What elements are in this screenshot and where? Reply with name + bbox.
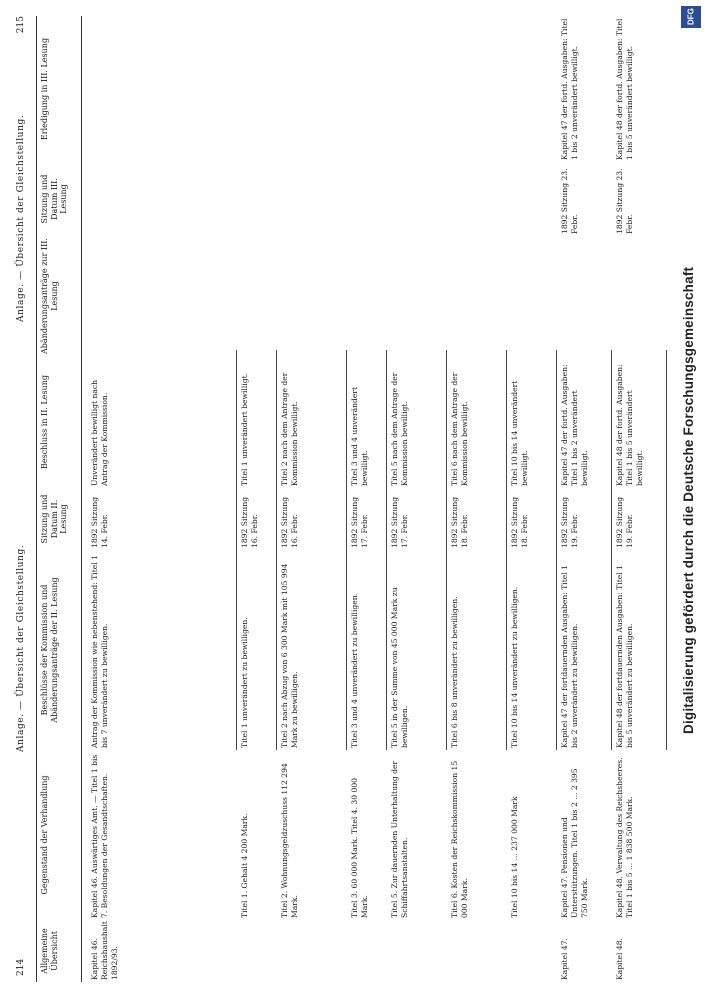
running-title-left: Anlage. — Übersicht der Gleichstellung. bbox=[16, 544, 26, 752]
row-cell-b: Titel 3. 60 000 Mark. Titel 4. 30 000 Mark. bbox=[350, 778, 369, 918]
row-cell-b: Titel 6. Kosten der Reichskommission 15 000 Mark. bbox=[450, 760, 469, 918]
row-cell-b: Titel 1. Gehalt 4 200 Mark. bbox=[240, 813, 249, 918]
table-row bbox=[390, 12, 450, 982]
column-header-session-3: Sitzung und Datum III. Lesung bbox=[36, 162, 82, 236]
row-cell-e: Kapitel 48 der fortd. Ausgaben: Titel 1 bis 5 unverändert bewilligt. bbox=[615, 364, 644, 486]
row-cell-b: Kapitel 46. Auswärtiges Amt. — Titel 1 bis 7. Besoldungen der Gesandtschaften. bbox=[90, 754, 109, 918]
table-row bbox=[510, 12, 560, 982]
row-cell-e: Titel 1 unverändert bewilligt. bbox=[240, 372, 249, 486]
table-row bbox=[560, 12, 615, 982]
scanned-page bbox=[8, 12, 668, 982]
column-header-session-2: Sitzung und Datum II. Lesung bbox=[36, 488, 82, 550]
row-cell-c: Titel 5 in der Summe von 45 000 Mark zu bewilligen. bbox=[390, 587, 409, 748]
row-cell-d: 1892 Sitzung 17. Febr. bbox=[350, 496, 369, 548]
row-cell-e: Kapitel 47 der fortd. Ausgaben: Titel 1 bis 2 unverändert bewilligt. bbox=[560, 364, 589, 486]
row-cell-b: Titel 5. Zur dauernden Unterhaltung der Schiffahrtsanstalten. bbox=[390, 760, 409, 918]
row-cell-a: Kapitel 47. bbox=[560, 938, 569, 980]
dfg-banner bbox=[677, 0, 705, 1000]
column-header-subject: Gegenstand der Verhandlung bbox=[36, 750, 82, 920]
table-row bbox=[280, 12, 350, 982]
running-head bbox=[16, 12, 30, 982]
dfg-banner-text: Digitalisierung gefördert durch die Deutsche Forschungsgemeinschaft bbox=[681, 266, 696, 734]
row-cell-e: Unverändert bewilligt nach Antrag der Kommission. bbox=[90, 379, 109, 486]
row-cell-d: 1892 Sitzung 17. Febr. bbox=[390, 496, 409, 548]
row-divider bbox=[346, 350, 347, 750]
column-header-resolution-2: Beschluss in II. Lesung bbox=[36, 356, 82, 488]
row-cell-g: 1892 Sitzung 23. Febr. bbox=[560, 168, 579, 234]
column-header-amendments-3: Abänderungsanträge zur III. Lesung bbox=[36, 236, 82, 356]
rotated-content bbox=[8, 12, 668, 982]
row-cell-c: Titel 1 unverändert zu bewilligen. bbox=[240, 617, 249, 748]
row-cell-h: Kapitel 47 der fortd. Ausgaben: Titel 1 bis 2 unverändert bewilligt. bbox=[560, 18, 579, 160]
row-cell-c: Antrag der Kommission wie nebenstehend: Titel 1 bis 7 unverändert zu bewilligen. bbox=[90, 555, 109, 748]
running-title-right: Anlage. — Übersicht der Gleichstellung. bbox=[16, 114, 26, 322]
row-cell-d: 1892 Sitzung 16. Febr. bbox=[280, 496, 299, 548]
table-row bbox=[240, 12, 280, 982]
column-header-overview: Allgemeine Übersicht bbox=[36, 920, 82, 982]
table-row bbox=[90, 12, 240, 982]
table-row bbox=[450, 12, 510, 982]
row-cell-b: Titel 10 bis 14 ... 237 000 Mark bbox=[510, 796, 519, 918]
row-cell-e: Titel 3 und 4 unverändert bewilligt. bbox=[350, 386, 369, 486]
row-cell-c: Kapitel 48 der fortdauernden Ausgaben: Titel 1 bis 5 unverändert zu bewilligen. bbox=[615, 565, 634, 748]
row-cell-e: Titel 5 nach dem Antrage der Kommission bewilligt. bbox=[390, 372, 409, 486]
row-cell-e: Titel 10 bis 14 unverändert bewilligt. bbox=[510, 380, 529, 486]
row-divider bbox=[666, 350, 667, 750]
row-cell-d: 1892 Sitzung 19. Febr. bbox=[560, 496, 579, 548]
row-divider bbox=[276, 350, 277, 750]
row-divider bbox=[611, 350, 612, 750]
row-cell-c: Titel 3 und 4 unverändert zu bewilligen. bbox=[350, 592, 359, 748]
row-divider bbox=[506, 350, 507, 750]
column-header-result-3: Erledigung in III. Lesung bbox=[36, 16, 82, 162]
column-header-commission: Beschlüsse der Kommission und Abänderungsanträge der II. Lesung bbox=[36, 550, 82, 750]
row-cell-d: 1892 Sitzung 18. Febr. bbox=[510, 496, 529, 548]
table-row bbox=[615, 12, 670, 982]
row-cell-b: Kapitel 48. Verwaltung des Reichsheeres. Titel 1 bis 5 ... 1 838 500 Mark. bbox=[615, 757, 634, 918]
row-divider bbox=[386, 350, 387, 750]
row-cell-d: 1892 Sitzung 18. Febr. bbox=[450, 496, 469, 548]
row-cell-b: Kapitel 47. Pensionen und Unterstützungen. Titel 1 bis 2 ... 2 395 750 Mark. bbox=[560, 768, 589, 918]
row-cell-c: Titel 2 nach Abzug von 6 300 Mark mit 105 994 Mark zu bewilligen. bbox=[280, 563, 299, 748]
row-cell-b: Titel 2. Wohnungsgeldzuschuss 112 294 Mark. bbox=[280, 763, 299, 918]
row-cell-e: Titel 2 nach dem Antrage der Kommission bewilligt. bbox=[280, 372, 299, 486]
row-cell-e: Titel 6 nach dem Antrage der Kommission bewilligt. bbox=[450, 372, 469, 486]
row-cell-c: Titel 10 bis 14 unverändert zu bewilligen. bbox=[510, 586, 519, 748]
row-divider bbox=[446, 350, 447, 750]
page-number-left: 214 bbox=[16, 958, 26, 976]
row-cell-c: Titel 6 bis 8 unverändert zu bewilligen. bbox=[450, 596, 459, 748]
row-cell-a: Kapitel 48. bbox=[615, 938, 624, 980]
row-cell-d: 1892 Sitzung 19. Febr. bbox=[615, 496, 634, 548]
row-cell-d: 1892 Sitzung 14. Febr. bbox=[90, 496, 109, 548]
page-number-right: 215 bbox=[16, 16, 26, 34]
row-cell-a: Kapitel 46. Reichshaushalt 1892/93. bbox=[90, 921, 119, 980]
row-divider bbox=[236, 350, 237, 750]
row-cell-c: Kapitel 47 der fortdauernden Ausgaben: Titel 1 bis 2 unverändert zu bewilligen. bbox=[560, 565, 579, 748]
dfg-logo: DFG bbox=[681, 6, 701, 28]
row-cell-g: 1892 Sitzung 23. Febr. bbox=[615, 168, 634, 234]
row-divider bbox=[556, 350, 557, 750]
row-cell-d: 1892 Sitzung 16. Febr. bbox=[240, 496, 259, 548]
row-cell-h: Kapitel 48 der fortd. Ausgaben: Titel 1 bis 5 unverändert bewilligt. bbox=[615, 18, 634, 160]
table-row bbox=[350, 12, 390, 982]
